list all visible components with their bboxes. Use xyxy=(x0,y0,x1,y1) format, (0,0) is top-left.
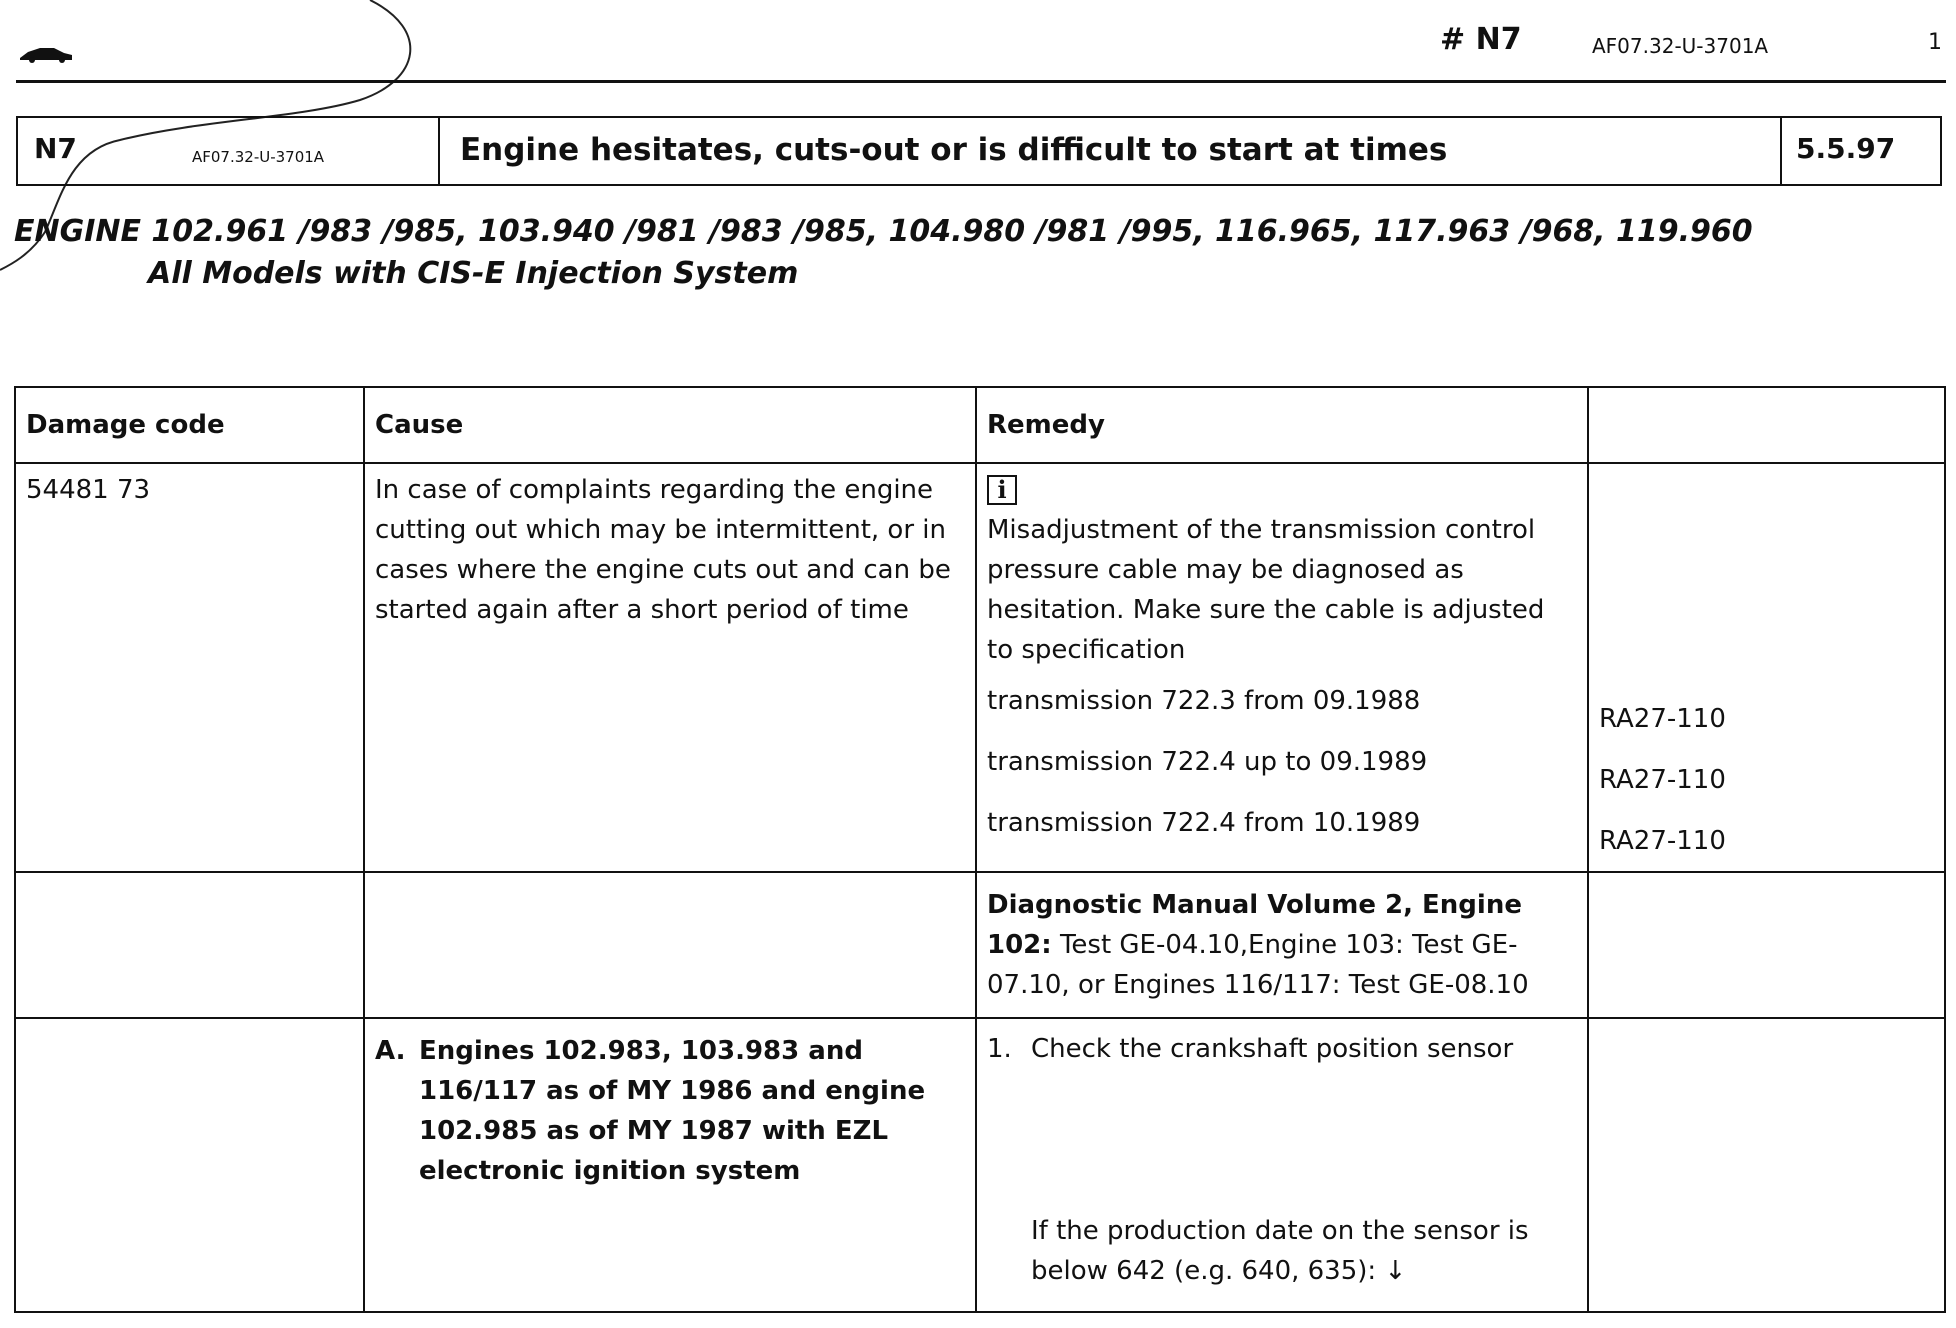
reference-cell xyxy=(1588,1018,1945,1312)
damage-code-cell xyxy=(15,463,364,872)
reference-link[interactable]: RA27-110 xyxy=(1599,825,1726,856)
cause-label: A. xyxy=(375,1036,406,1066)
car-icon xyxy=(18,44,74,64)
engine-list: ENGINE 102.961 /983 /985, 103.940 /981 /983 /985, 104.980 /981 /995, 116.965, 117.963 /968, 119.960 xyxy=(14,214,1753,249)
remedy-cell xyxy=(976,1018,1588,1312)
step-text: Check the crankshaft position sensor xyxy=(1031,1034,1514,1064)
header-reference xyxy=(1588,387,1945,463)
info-icon: i xyxy=(987,475,1017,505)
cause-cell xyxy=(364,1018,976,1312)
diagnosis-table xyxy=(14,386,1946,1313)
diagnostic-tests: Test GE-04.10,Engine 103: Test GE-07.10, or Engines 116/117: Test GE-08.10 xyxy=(987,930,1529,1000)
title-date-cell xyxy=(1782,118,1942,184)
table-row xyxy=(15,872,1945,1018)
remedy-column xyxy=(977,464,1589,871)
table-row xyxy=(15,463,1945,872)
table-row xyxy=(15,1018,1945,1312)
list-item: transmission 722.3 from 09.1988 xyxy=(987,685,1421,716)
cause-cell xyxy=(364,872,976,1018)
title-code: AF07.32-U-3701A xyxy=(192,148,325,166)
damage-code: 54481 73 xyxy=(26,475,151,505)
title-box xyxy=(16,116,1942,186)
document-code: AF07.32-U-3701A xyxy=(1592,34,1769,58)
title-text-cell xyxy=(440,118,1782,184)
header-rule xyxy=(16,80,1946,83)
title-id: N7 xyxy=(34,132,77,165)
reference-link[interactable]: RA27-110 xyxy=(1599,764,1726,795)
title-id-cell xyxy=(18,118,440,184)
remedy-note: Misadjustment of the transmission control pressure cable may be diagnosed as hesitation. Make sure the cable is adjusted to specification xyxy=(987,515,1545,665)
page-title: Engine hesitates, cuts-out or is difficult to start at times xyxy=(460,132,1448,168)
list-item: transmission 722.4 up to 09.1989 xyxy=(987,746,1428,777)
title-date: 5.5.97 xyxy=(1796,132,1896,165)
cause-text: In case of complaints regarding the engine cutting out which may be intermittent, or in cases where the engine cuts out and can be started again after a short period of time xyxy=(375,475,951,625)
reference-link[interactable]: RA27-110 xyxy=(1599,703,1726,734)
page-number: 1 xyxy=(1928,30,1942,55)
engine-models: All Models with CIS-E Injection System xyxy=(148,256,799,291)
cause-text: Engines 102.983, 103.983 and 116/117 as of MY 1986 and engine 102.985 as of MY 1987 with EZL electronic ignition system xyxy=(419,1036,926,1186)
header-remedy: Remedy xyxy=(976,387,1588,463)
list-item: transmission 722.4 from 10.1989 xyxy=(987,807,1421,838)
header-damage-code: Damage code xyxy=(15,387,364,463)
table-header-row xyxy=(15,387,1945,463)
cause-cell xyxy=(364,463,976,872)
document-number: # N7 xyxy=(1440,22,1522,57)
sensor-note: If the production date on the sensor is below 642 (e.g. 640, 635): ↓ xyxy=(1031,1216,1529,1286)
reference-cell xyxy=(1588,872,1945,1018)
remedy-cell xyxy=(976,463,1945,872)
diagnostic-manual-ref: Diagnostic Manual Volume 2, Engine 102: xyxy=(987,890,1522,960)
damage-code-cell xyxy=(15,1018,364,1312)
header-cause: Cause xyxy=(364,387,976,463)
step-number: 1. xyxy=(987,1034,1012,1064)
reference-column xyxy=(1589,464,1944,871)
damage-code-cell xyxy=(15,872,364,1018)
remedy-cell xyxy=(976,872,1588,1018)
